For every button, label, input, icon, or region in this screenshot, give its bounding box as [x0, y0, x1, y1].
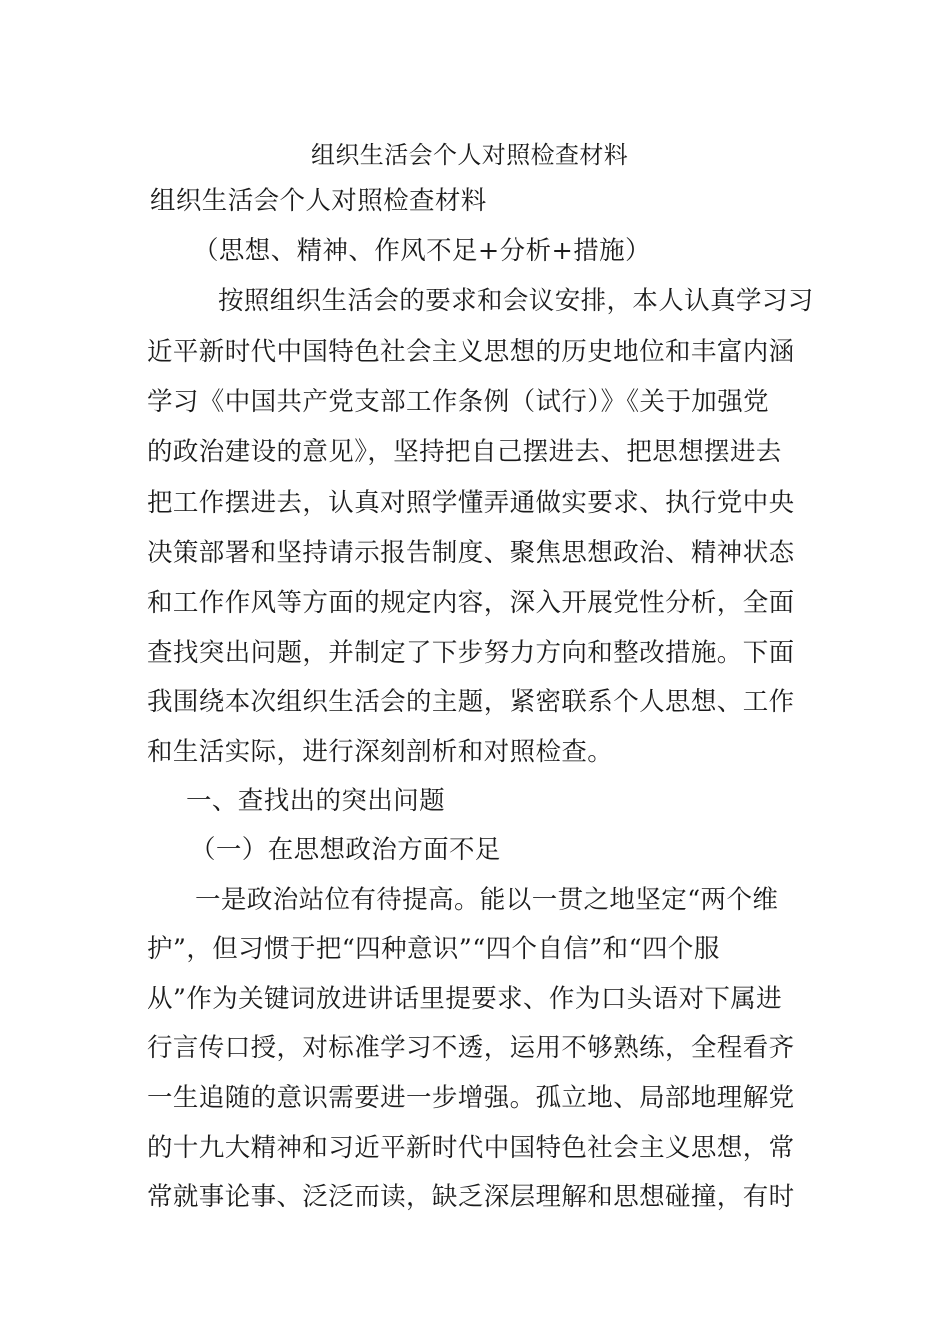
body-line: 按照组织生活会的要求和会议安排，本人认真学习习 — [218, 286, 814, 316]
body-line: 行言传口授，对标准学习不透，运用不够熟练，全程看齐 — [147, 1033, 795, 1063]
body-line: 决策部署和坚持请示报告制度、聚焦思想政治、精神状态 — [147, 538, 795, 568]
body-line: 的政治建设的意见》，坚持把自己摆进去、把思想摆进去 — [147, 437, 782, 467]
document-title: 组织生活会个人对照检查材料 — [311, 141, 629, 169]
body-line: 常就事论事、泛泛而读，缺乏深层理解和思想碰撞，有时 — [147, 1182, 795, 1212]
body-line: 一生追随的意识需要进一步增强。孤立地、局部地理解党 — [147, 1083, 795, 1113]
body-line: 和生活实际，进行深刻剖析和对照检查。 — [147, 737, 614, 767]
body-line: 从”作为关键词放进讲话里提要求、作为口头语对下属进 — [147, 984, 783, 1014]
body-line: 护”，但习惯于把“四种意识”“四个自信”和“四个服 — [147, 934, 720, 964]
document-scope: （思想、精神、作风不足+分析+措施） — [193, 236, 651, 266]
subsection-heading: （一）在思想政治方面不足 — [190, 835, 501, 865]
body-line: 近平新时代中国特色社会主义思想的历史地位和丰富内涵 — [147, 337, 795, 367]
body-line: 的十九大精神和习近平新时代中国特色社会主义思想，常 — [147, 1133, 795, 1163]
section-heading: 一、查找出的突出问题 — [186, 786, 446, 816]
body-line: 和工作作风等方面的规定内容，深入开展党性分析，全面 — [147, 588, 795, 618]
body-line: 把工作摆进去，认真对照学懂弄通做实要求、执行党中央 — [147, 488, 795, 518]
body-line: 学习《中国共产党支部工作条例（试行）》《关于加强党 — [147, 387, 770, 417]
document-subtitle: 组织生活会个人对照检查材料 — [150, 186, 487, 216]
body-line: 我围绕本次组织生活会的主题，紧密联系个人思想、工作 — [147, 687, 795, 717]
body-line: 一是政治站位有待提高。能以一贯之地坚定“两个维 — [195, 885, 779, 915]
body-line: 查找突出问题，并制定了下步努力方向和整改措施。下面 — [147, 638, 795, 668]
